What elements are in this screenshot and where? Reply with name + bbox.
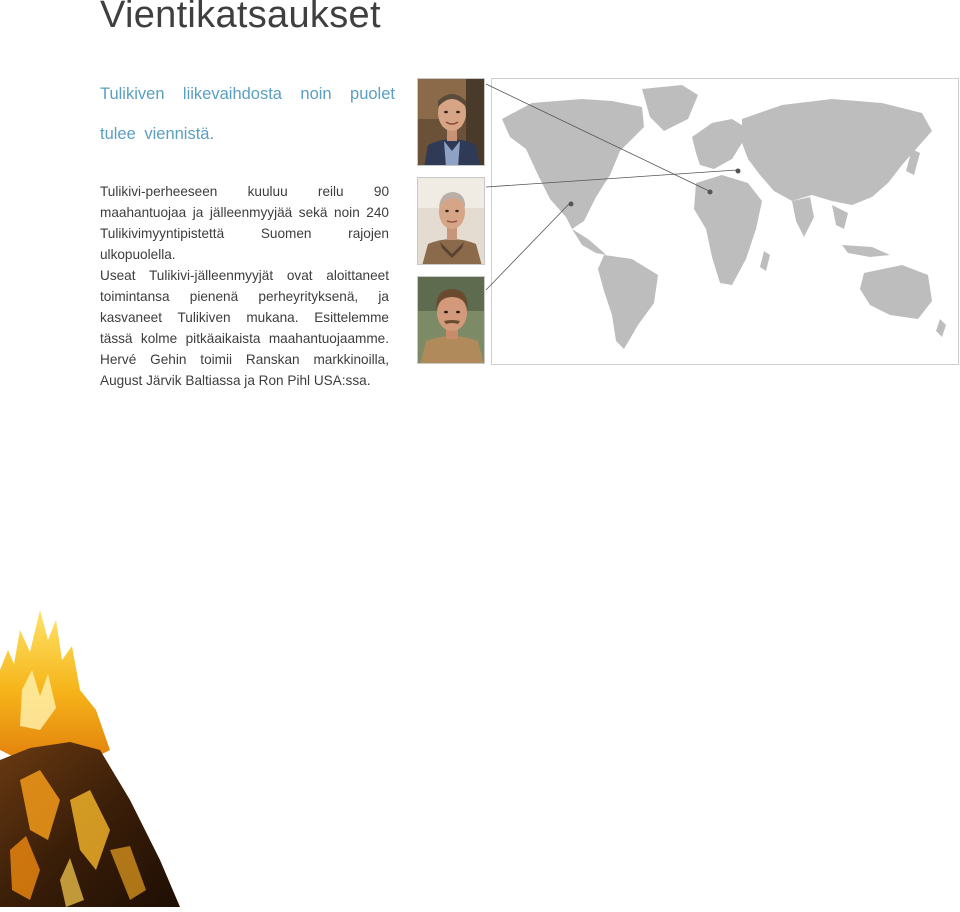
portrait-icon xyxy=(418,178,485,265)
body-paragraph-2: Useat Tulikivi-jälleenmyyjät ovat aloittaneet toimintansa pienenä perheyrityksenä, ja kasvaneet Tulikiven mukana. Esittelemme tässä kolme pitkäaikaista maahantuojaamme. Hervé Gehin toimii Ranskan markkinoilla, August Järvik Baltiassa ja Ron Pihl USA:ssa. xyxy=(100,268,389,388)
portrait-photo-3 xyxy=(417,276,485,364)
body-paragraph-1: Tulikivi-perheeseen kuuluu reilu 90 maahantuojaa ja jälleenmyyjää sekä noin 240 Tulikivimyyntipistettä Suomen rajojen ulkopuolella. xyxy=(100,184,389,262)
portrait-photo-1 xyxy=(417,78,485,166)
fire-decoration xyxy=(0,600,200,912)
usa-marker-dot xyxy=(569,202,574,207)
body-text xyxy=(100,181,389,391)
lead-text: Tulikiven liikevaihdosta noin puolet tulee viennistä. xyxy=(100,85,395,143)
page-title: Vientikatsaukset xyxy=(100,0,381,36)
portrait-photo-2 xyxy=(417,177,485,265)
fire-icon xyxy=(0,600,200,907)
portrait-icon xyxy=(418,79,485,166)
france-marker-dot xyxy=(708,190,713,195)
world-map xyxy=(491,78,959,365)
baltic-marker-dot xyxy=(736,169,741,174)
portrait-icon xyxy=(418,277,485,364)
world-map-icon xyxy=(492,79,958,364)
